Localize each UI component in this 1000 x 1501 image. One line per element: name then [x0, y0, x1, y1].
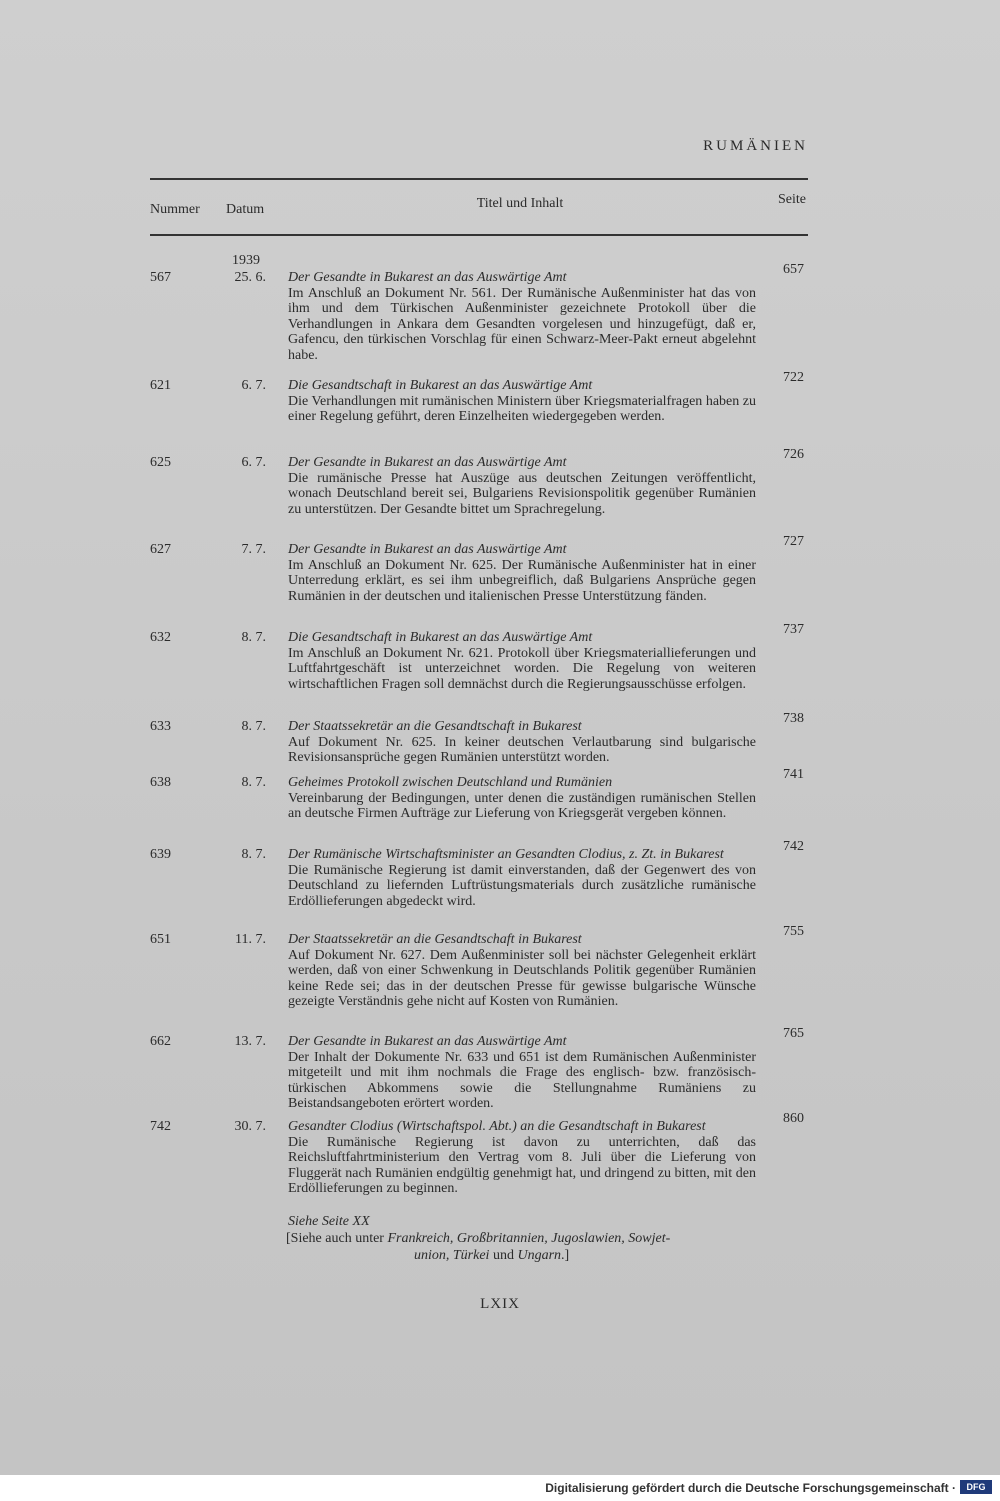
- cross-reference-countries-2: union, Türkei: [414, 1248, 490, 1263]
- entry-title: Der Gesandte in Bukarest an das Auswärtige Amt: [288, 455, 567, 470]
- entry-title: Der Staatssekretär an die Gesandtschaft in Bukarest: [288, 932, 582, 947]
- entry-text: Im Anschluß an Dokument Nr. 625. Der Rumänische Außenminister hat in einer Unterredung erklärt, es sei ihm unbegreiflich, daß Bulgariens Ansprüche gegen Rumänien in der deutschen und italienischen Presse Unterstützung fänden.: [288, 557, 756, 604]
- entry-date: 8. 7.: [241, 719, 266, 734]
- entry-body: [288, 455, 756, 517]
- entry-text: Auf Dokument Nr. 627. Dem Außenminister soll bei nächster Gelegenheit erklärt werden, daß von einer Schwenkung in Deutschlands Politik gegenüber Rumänien keine Rede sei; das in der deutschen Presse für gewisse bulgarische Wünsche gezeigte Verständnis gehe nicht auf Kosten von Rumänien.: [288, 947, 756, 1010]
- entry-body: [288, 378, 756, 425]
- entry-number: 651: [150, 932, 171, 947]
- entry-page: 741: [783, 767, 804, 782]
- entry-date: 8. 7.: [241, 630, 266, 645]
- entry-page: 860: [783, 1111, 804, 1126]
- entry-number: 742: [150, 1119, 171, 1134]
- cross-reference-prefix: [Siehe auch unter: [286, 1231, 388, 1246]
- entry-page: 738: [783, 711, 804, 726]
- entry-number: 621: [150, 378, 171, 393]
- entry-text: Die rumänische Presse hat Auszüge aus deutschen Zeitungen veröffentlicht, wonach Deutschland bereit sei, Bulgariens Revisionspolitik gegenüber Rumänien zu unterstützen. Der Gesandte bittet um Sprachregelung.: [288, 470, 756, 517]
- entry-title: Der Rumänische Wirtschaftsminister an Gesandten Clodius, z. Zt. in Bukarest: [288, 847, 724, 862]
- entry-date: 11. 7.: [235, 932, 266, 947]
- entry-text: Im Anschluß an Dokument Nr. 621. Protokoll über Kriegsmateriallieferungen und Luftfahrtgeschäft ist unterzeichnet worden. Die Regelung von weiteren wirtschaftlichen Fragen soll demnächst durch die Regierungsausschüsse erfolgen.: [288, 645, 756, 692]
- entry-page: 737: [783, 622, 804, 637]
- cross-reference-suffix: .]: [561, 1248, 570, 1263]
- entry-date: 30. 7.: [234, 1119, 266, 1134]
- entry-date: 13. 7.: [234, 1034, 266, 1049]
- entry-body: [288, 847, 756, 909]
- see-also-note: Siehe Seite XX: [288, 1214, 370, 1229]
- entry-number: 639: [150, 847, 171, 862]
- entry-body: [288, 719, 756, 766]
- column-header-number: Nummer: [150, 202, 200, 217]
- column-header-page: Seite: [778, 192, 806, 207]
- entry-number: 632: [150, 630, 171, 645]
- dfg-logo-icon: DFG: [960, 1480, 992, 1494]
- entry-title: Die Gesandtschaft in Bukarest an das Auswärtige Amt: [288, 378, 593, 393]
- entry-date: 6. 7.: [241, 455, 266, 470]
- entry-text: Vereinbarung der Bedingungen, unter denen die zuständigen rumänischen Stellen an deutsche Firmen Aufträge zur Lieferung von Kriegsgerät vergeben können.: [288, 790, 756, 822]
- entry-date: 7. 7.: [241, 542, 266, 557]
- entry-body: [288, 1119, 756, 1197]
- digitization-footer: [0, 1475, 1000, 1501]
- entry-title: Der Gesandte in Bukarest an das Auswärtige Amt: [288, 1034, 567, 1049]
- entry-number: 633: [150, 719, 171, 734]
- entry-page: 742: [783, 839, 804, 854]
- entry-text: Die Rumänische Regierung ist damit einverstanden, daß der Gegenwert des von Deutschland zu liefernden Luftrüstungsmaterials durch zusätzliche rumänische Erdöllieferungen abgedeckt wird.: [288, 862, 756, 909]
- entry-body: [288, 1034, 756, 1112]
- entry-page: 727: [783, 534, 804, 549]
- entry-title: Der Staatssekretär an die Gesandtschaft in Bukarest: [288, 719, 582, 734]
- entry-text: Im Anschluß an Dokument Nr. 561. Der Rumänische Außenminister hat das von ihm und dem Türkischen Außenminister gezeichnete Protokoll über die Verhandlungen in Ankara dem Gesandten vorgelesen und hinzugefügt, daß er, Gafencu, den türkischen Vorschlag für einen Schwarz-Meer-Pakt erneut abgelehnt habe.: [288, 285, 756, 363]
- running-head: RUMÄNIEN: [703, 138, 808, 154]
- entry-number: 627: [150, 542, 171, 557]
- entry-text: Die Verhandlungen mit rumänischen Ministern über Kriegsmaterialfragen haben zu einer Regelung geführt, deren Einzelheiten wiedergegeben werden.: [288, 393, 756, 425]
- entry-date: 8. 7.: [241, 847, 266, 862]
- cross-reference-und: und: [489, 1248, 518, 1263]
- entry-title: Die Gesandtschaft in Bukarest an das Auswärtige Amt: [288, 630, 593, 645]
- entry-body: [288, 630, 756, 692]
- entry-page: 765: [783, 1026, 804, 1041]
- entry-page: 755: [783, 924, 804, 939]
- entry-date: 25. 6.: [234, 270, 266, 285]
- entry-title: Gesandter Clodius (Wirtschaftspol. Abt.) an die Gesandtschaft in Bukarest: [288, 1119, 706, 1134]
- entry-page: 657: [783, 262, 804, 277]
- entry-text: Die Rumänische Regierung ist davon zu unterrichten, daß das Reichsluftfahrtministerium den Vertrag vom 8. Juli über die Lieferung von Fluggerät nach Rumänien endgültig genehmigt hat, und dringend zu bitten, mit den Erdöllieferungen zu beginnen.: [288, 1134, 756, 1197]
- entry-title: Geheimes Protokoll zwischen Deutschland und Rumänien: [288, 775, 613, 790]
- cross-reference-note: [286, 1230, 756, 1264]
- footer-text: Digitalisierung gefördert durch die Deutsche Forschungsgemeinschaft ·: [545, 1481, 956, 1495]
- cross-reference-countries-3: Ungarn: [517, 1248, 562, 1263]
- cross-reference-countries-1: Frankreich, Großbritannien, Jugoslawien, Sowjet-: [387, 1231, 671, 1246]
- entry-body: [288, 542, 756, 604]
- entry-body: [288, 932, 756, 1010]
- entry-text: Auf Dokument Nr. 625. In keiner deutschen Verlautbarung sind bulgarische Revisionsansprüche gegen Rumänien unterstützt worden.: [288, 734, 756, 766]
- header-bottom-rule: [150, 234, 808, 236]
- entry-page: 722: [783, 370, 804, 385]
- column-header-date: Datum: [226, 202, 265, 217]
- entry-title: Der Gesandte in Bukarest an das Auswärtige Amt: [288, 542, 567, 557]
- entry-date: 6. 7.: [241, 378, 266, 393]
- top-rule: [150, 178, 808, 180]
- entry-number: 662: [150, 1034, 171, 1049]
- entry-number: 625: [150, 455, 171, 470]
- entry-page: 726: [783, 447, 804, 462]
- entry-text: Der Inhalt der Dokumente Nr. 633 und 651 ist dem Rumänischen Außenminister mitgeteilt und mit ihm nochmals die Frage des englisch- bzw. französisch-türkischen Abkommens sowie die Stellungnahme Rumäniens zu Beistandsangeboten erörtert worden.: [288, 1049, 756, 1112]
- entry-number: 567: [150, 270, 171, 285]
- entry-title: Der Gesandte in Bukarest an das Auswärtige Amt: [288, 270, 567, 285]
- year-label: 1939: [232, 253, 260, 268]
- column-header-title: Titel und Inhalt: [476, 196, 564, 211]
- page-folio: LXIX: [480, 1296, 520, 1312]
- entry-date: 8. 7.: [241, 775, 266, 790]
- entry-body: [288, 270, 756, 364]
- entry-number: 638: [150, 775, 171, 790]
- entry-body: [288, 775, 756, 822]
